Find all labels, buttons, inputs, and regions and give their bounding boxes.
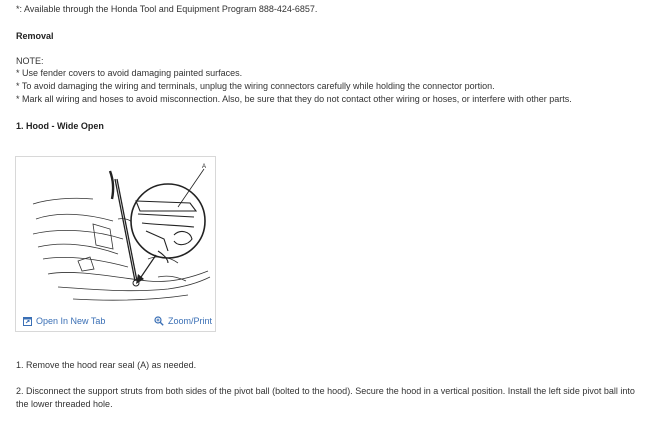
- callout-label-a: A: [202, 164, 207, 170]
- magnifier-zoom-icon: [154, 316, 164, 326]
- zoom-print-link[interactable]: [154, 316, 212, 326]
- open-in-new-tab-label: Open In New Tab: [36, 316, 106, 326]
- note-item: * To avoid damaging the wiring and terminals, unplug the wiring connectors carefully while holding the connector portion.: [16, 81, 495, 91]
- step-heading-hood-wide-open: 1. Hood - Wide Open: [16, 121, 104, 131]
- hood-illustration-figure: [15, 156, 216, 332]
- step-2-text: 2. Disconnect the support struts from both sides of the pivot ball (bolted to the hood). Secure the hood in a vertical position. Install the left side pivot ball into the lower threaded hole.: [16, 386, 635, 409]
- step-1-text: 1. Remove the hood rear seal (A) as needed.: [16, 360, 197, 370]
- intro-line: *: Available through the Honda Tool and Equipment Program 888-424-6857.: [16, 4, 318, 14]
- note-item: * Mark all wiring and hoses to avoid misconnection. Also, be sure that they do not contact other wiring or hoses, or interfere with other parts.: [16, 94, 572, 104]
- open-in-new-tab-icon: [23, 317, 32, 326]
- hood-strut-illustration[interactable]: [18, 159, 213, 309]
- note-item: * Use fender covers to avoid damaging painted surfaces.: [16, 68, 243, 78]
- section-title-removal: Removal: [16, 31, 54, 41]
- note-title: NOTE:: [16, 56, 44, 66]
- zoom-print-label: Zoom/Print: [168, 316, 213, 326]
- open-in-new-tab-link[interactable]: [23, 316, 105, 326]
- figure-footer: [16, 311, 215, 331]
